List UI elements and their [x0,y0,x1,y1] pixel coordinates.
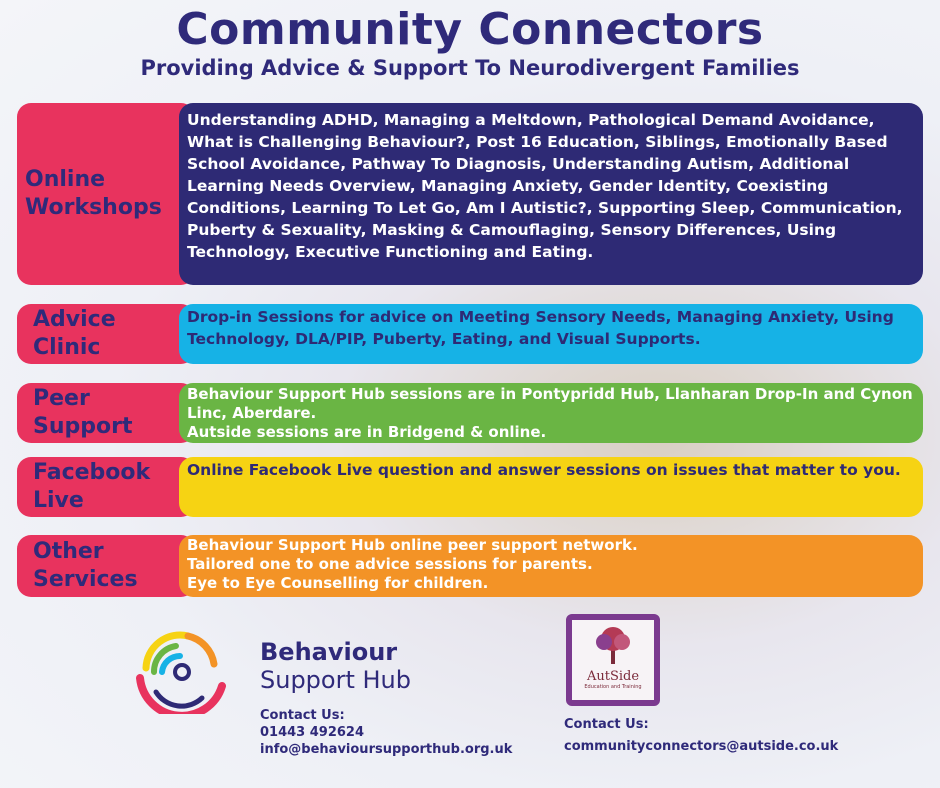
section-label: Facebook Live [17,457,195,517]
section-label: Advice Clinic [17,304,195,364]
section-content: Online Facebook Live question and answer sessions on issues that matter to you. [179,457,923,517]
bsh-phone: 01443 492624 [260,725,365,740]
autside-email: communityconnectors@autside.co.uk [564,739,839,754]
bsh-name: Behaviour Support Hub [260,638,411,694]
bsh-email: info@behavioursupporthub.org.uk [260,742,513,757]
section-content: Behaviour Support Hub sessions are in Pontypridd Hub, Llanharan Drop-In and Cynon Linc, Aberdare. Autside sessions are in Bridgend & online. [179,383,923,443]
section-content: Behaviour Support Hub online peer support network. Tailored one to one advice sessions for parents. Eye to Eye Counselling for children. [179,535,923,597]
page-title: Community Connectors [176,4,764,55]
autside-logo: AutSide Education and Training [566,614,660,706]
section-label: Online Workshops [17,103,195,285]
behaviour-support-hub-logo-icon [126,622,238,714]
section-peer-support [17,383,923,443]
section-content: Understanding ADHD, Managing a Meltdown, Pathological Demand Avoidance, What is Challenging Behaviour?, Post 16 Education, Siblings, Emotionally Based School Avoidance, Pathway To Diagnosis, Understanding Autism, Additional Learning Needs Overview, Managing Anxiety, Gender Identity, Coexisting Conditions, Learning To Let Go, Am I Autistic?, Supporting Sleep, Communication, Puberty & Sexuality, Masking & Camouflaging, Sensory Differences, Using Technology, Executive Functioning and Eating. [179,103,923,285]
bsh-contact: Contact Us: 01443 492624 info@behavioursupporthub.org.uk [260,708,513,757]
section-facebook-live [17,457,923,517]
page-subtitle: Providing Advice & Support To Neurodivergent Families [140,56,800,80]
tree-icon [588,624,638,666]
autside-contact: Contact Us: communityconnectors@autside.co.uk [564,717,839,754]
section-label: Other Services [17,535,195,597]
section-other-services [17,535,923,597]
section-advice-clinic [17,304,923,364]
section-content: Drop-in Sessions for advice on Meeting Sensory Needs, Managing Anxiety, Using Technology, DLA/PIP, Puberty, Eating, and Visual Supports. [179,304,923,364]
section-online-workshops [17,103,923,285]
section-label: Peer Support [17,383,195,443]
